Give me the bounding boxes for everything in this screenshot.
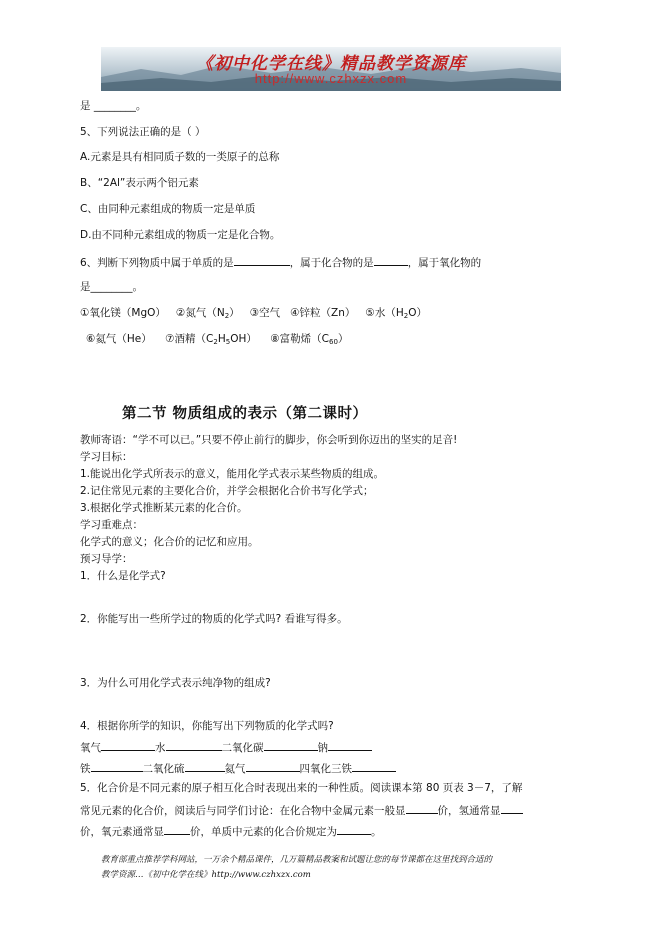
- banner-title: 《初中化学在线》精品教学资源库: [196, 54, 466, 74]
- option-a: A.元素是具有相同质子数的一类原子的总称: [80, 151, 280, 163]
- learning-goals-heading: 学习目标：: [80, 451, 133, 463]
- goal-1: 1.能说出化学式所表示的意义，能用化学式表示某些物质的组成。: [80, 468, 385, 480]
- preview-question-5-line-3: 价，氧元素通常显 价，单质中元素的化合价规定为 。: [80, 823, 382, 839]
- option-b: B、“2Al”表示两个铝元素: [80, 177, 199, 189]
- section-title: 第二节 物质组成的表示（第二课时）: [122, 405, 368, 422]
- question-6: 6、判断下列物质中属于单质的是 ，属于化合物的是 ，属于氧化物的: [80, 254, 481, 270]
- option-c: C、由同种元素组成的物质一定是单质: [80, 203, 256, 215]
- goal-3: 3.根据化学式推断某元素的化合价。: [80, 502, 248, 514]
- preview-question-5-line-2: 常见元素的化合价，阅读后与同学们讨论：在化合物中金属元素一般显 价，氢通常显: [80, 802, 523, 818]
- blank-oxygen-valence[interactable]: [164, 823, 190, 835]
- blank-sulfur-dioxide[interactable]: [185, 760, 225, 772]
- blank-carbon-dioxide[interactable]: [264, 739, 318, 751]
- preview-question-1: 1．什么是化学式?: [80, 570, 166, 582]
- question-6-end: 是________。: [80, 281, 143, 293]
- question-5: 5、下列说法正确的是（ ）: [80, 126, 206, 138]
- blank-hydrogen-valence[interactable]: [501, 802, 523, 814]
- footer-line-2: 教学资源…《初中化学在线》http://www.czhxzx.com: [101, 870, 311, 880]
- preview-question-3: 3．为什么可用化学式表示纯净物的组成?: [80, 677, 271, 689]
- formula-row-1: 氧气 水 二氧化碳 钠: [80, 739, 372, 755]
- blank-iron[interactable]: [91, 760, 143, 772]
- footer-line-1: 教育部重点推荐学科网站，一万余个精品课件，几万篇精品教案和试题让您的每节课都在这里找到合适的: [101, 855, 493, 865]
- key-points-heading: 学习重难点：: [80, 519, 143, 531]
- blank-single-substance[interactable]: [234, 254, 290, 266]
- formula-row-2: 铁 二氧化硫 氦气 四氧化三铁: [80, 760, 396, 776]
- option-d: D.由不同种元素组成的物质一定是化合物。: [80, 229, 281, 241]
- blank-helium[interactable]: [246, 760, 300, 772]
- key-points: 化学式的意义；化合价的记忆和应用。: [80, 536, 259, 548]
- blank-oxygen[interactable]: [101, 739, 155, 751]
- preview-question-2: 2．你能写出一些所学过的物质的化学式吗? 看谁写得多。: [80, 613, 348, 625]
- blank-water[interactable]: [166, 739, 222, 751]
- goal-2: 2.记住常见元素的主要化合价，并学会根据化合价书写化学式；: [80, 485, 374, 497]
- substance-row-1: ①氧化镁（MgO） ②氮气$(N_2)$ ③空气 ④锌粒（Zn） ⑤水$(H_2O)$: [80, 307, 427, 320]
- answer-line-continuation: 是 ________。: [80, 100, 147, 112]
- blank-sodium[interactable]: [328, 739, 372, 751]
- preview-question-4: 4．根据你所学的知识，你能写出下列物质的化学式吗?: [80, 720, 334, 732]
- preview-heading: 预习导学：: [80, 553, 133, 565]
- blank-metal-valence[interactable]: [406, 802, 438, 814]
- preview-question-5-line-1: 5．化合价是不同元素的原子相互化合时表现出来的一种性质。阅读课本第 80 页表 3－7，了解: [80, 782, 523, 794]
- blank-compound[interactable]: [374, 254, 408, 266]
- substance-row-2: ⑥氦气（He） ⑦酒精$(C_2H_5OH)$ ⑧富勒烯$(C_{60})$: [86, 333, 349, 346]
- header-banner: [101, 47, 561, 91]
- blank-iron-oxide[interactable]: [352, 760, 396, 772]
- blank-element-valence[interactable]: [337, 823, 371, 835]
- banner-url[interactable]: http://www.czhxzx.com: [254, 71, 408, 86]
- teacher-message: 教师寄语：“学不可以已。”只要不停止前行的脚步，你会听到你迈出的坚实的足音!: [80, 434, 458, 446]
